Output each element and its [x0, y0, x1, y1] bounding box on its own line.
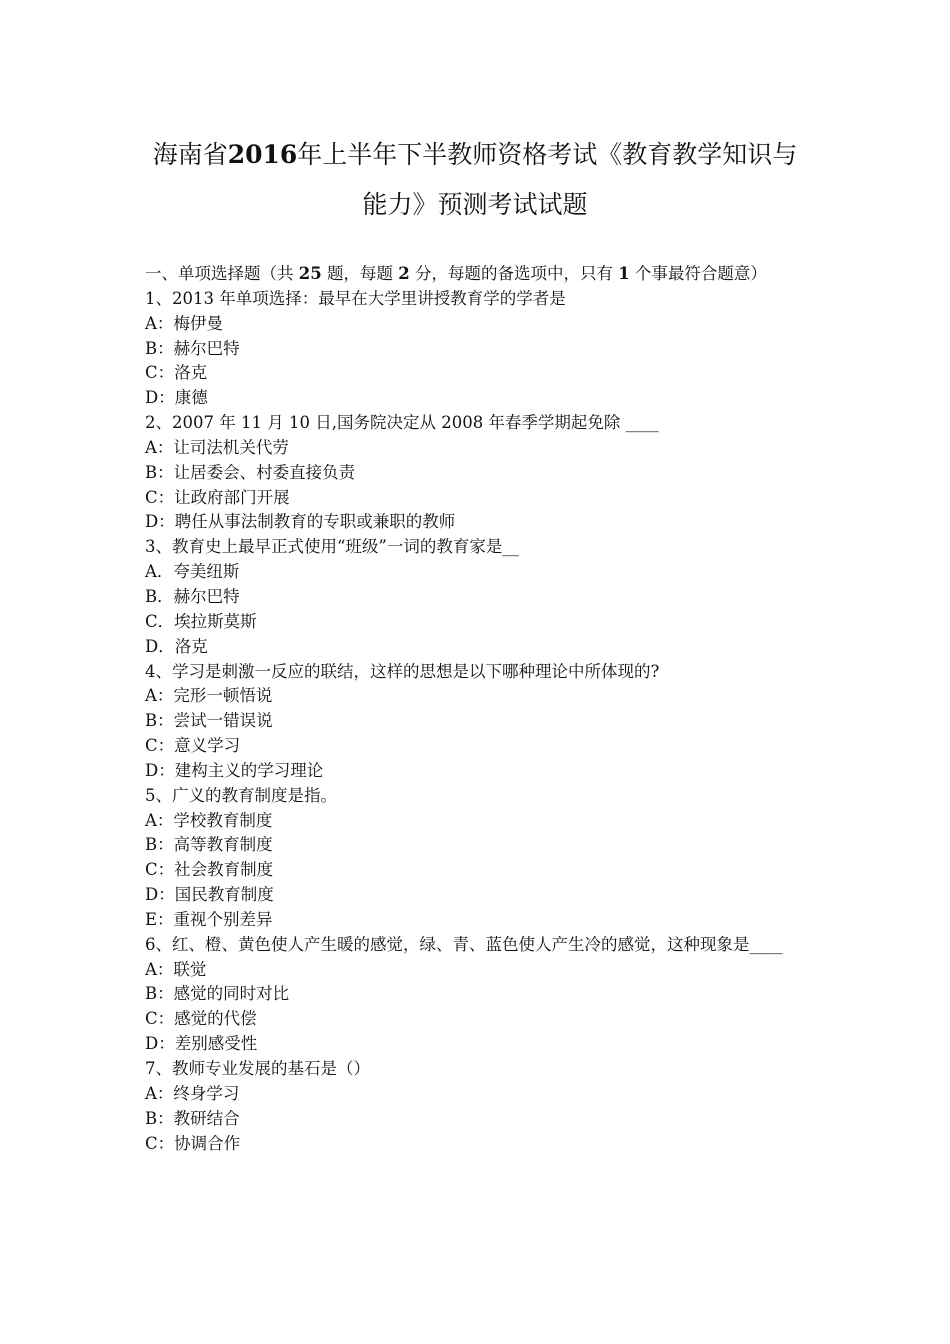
page-title — [120, 130, 830, 230]
question-7-option-a: A：终身学习 — [145, 1083, 240, 1103]
question-3-option-b: B．赫尔巴特 — [145, 586, 240, 606]
title-line-1 — [120, 130, 830, 180]
question-count: 25 — [298, 264, 322, 283]
exam-content — [145, 262, 810, 1156]
question-4-stem: 4、学习是刺激一反应的联结，这样的思想是以下哪种理论中所体现的? — [145, 661, 660, 681]
question-1-option-a: A：梅伊曼 — [145, 313, 223, 333]
section-heading-text-3: 分，每题的备选项中，只有 — [409, 264, 619, 283]
question-1-option-d: D：康德 — [145, 388, 208, 408]
answer-count: 1 — [618, 264, 630, 283]
question-4-option-c: C：意义学习 — [145, 736, 241, 756]
question-1-option-c: C：洛克 — [145, 363, 208, 383]
question-5-stem: 5、广义的教育制度是指。 — [145, 785, 337, 805]
question-7-stem: 7、教师专业发展的基石是（） — [145, 1059, 370, 1078]
question-2-stem: 2、2007 年 11 月 10 日,国务院决定从 2008 年春季学期起免除 ____ — [145, 413, 659, 433]
question-6-option-d: D：差别感受性 — [145, 1034, 258, 1054]
section-heading — [145, 262, 810, 287]
question-6-option-a: A：联觉 — [145, 959, 207, 979]
question-2-option-b: B：让居委会、村委直接负责 — [145, 462, 356, 482]
question-6-option-c: C：感觉的代偿 — [145, 1009, 257, 1029]
question-4-option-a: A：完形一顿悟说 — [145, 686, 273, 706]
question-1-stem: 1、2013 年单项选择：最早在大学里讲授教育学的学者是 — [145, 288, 566, 308]
question-3-option-d: D．洛克 — [145, 636, 208, 656]
title-line-2: 能力》预测考试试题 — [362, 190, 588, 219]
question-7-option-b: B：教研结合 — [145, 1108, 240, 1128]
question-5-option-d: D：国民教育制度 — [145, 885, 274, 905]
title-province: 海南省 — [152, 140, 228, 169]
question-5-option-e: E：重视个别差异 — [145, 909, 273, 929]
question-5-option-b: B：高等教育制度 — [145, 835, 273, 855]
question-3-option-c: C．埃拉斯莫斯 — [145, 611, 257, 631]
question-4-option-d: D：建构主义的学习理论 — [145, 760, 324, 780]
question-5-option-a: A：学校教育制度 — [145, 810, 273, 830]
question-7-option-c: C：协调合作 — [145, 1133, 241, 1153]
question-3-option-a: A．夸美纽斯 — [145, 562, 240, 582]
title-rest: 年上半年下半教师资格考试《教育教学知识与 — [297, 140, 798, 169]
question-2-option-a: A：让司法机关代劳 — [145, 437, 289, 457]
section-heading-text-4: 个事最符合题意） — [629, 264, 767, 283]
question-2-option-c: C：让政府部门开展 — [145, 487, 290, 507]
question-5-option-c: C：社会教育制度 — [145, 860, 274, 880]
question-6-option-b: B：感觉的同时对比 — [145, 984, 290, 1004]
section-heading-text-2: 题，每题 — [321, 264, 399, 283]
question-3-stem: 3、教育史上最早正式使用“班级”一词的教育家是__ — [145, 537, 519, 557]
question-6-stem: 6、红、橙、黄色使人产生暖的感觉，绿、青、蓝色使人产生冷的感觉，这种现象是____ — [145, 934, 783, 954]
question-4-option-b: B：尝试一错误说 — [145, 711, 273, 731]
question-2-option-d: D：聘任从事法制教育的专职或兼职的教师 — [145, 512, 456, 532]
section-heading-text-1: 一、单项选择题（共 — [145, 264, 299, 283]
question-1-option-b: B：赫尔巴特 — [145, 338, 240, 358]
title-year: 2016 — [227, 140, 298, 169]
question-points: 2 — [398, 264, 410, 283]
